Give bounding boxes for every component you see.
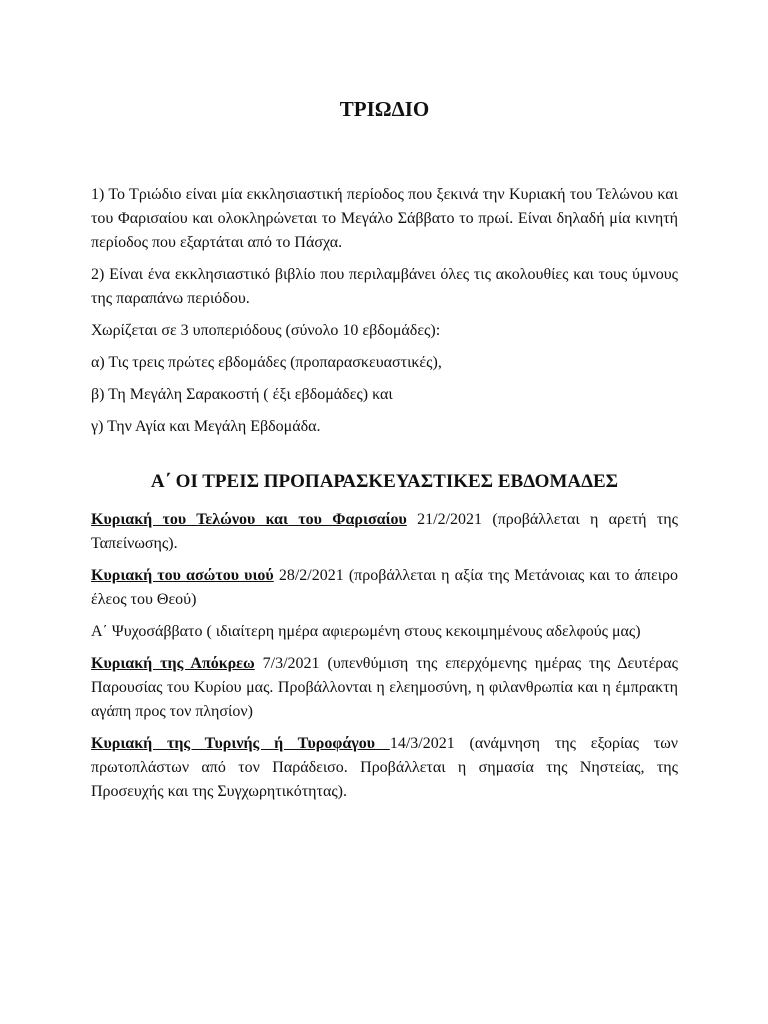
intro-section: [91, 183, 678, 439]
entry-text: Α΄ Ψυχοσάββατο ( ιδιαίτερη ημέρα αφιερωμένη στους κεκοιμημένους αδελφούς μας): [91, 623, 641, 640]
entry-text: 28/2/2021 (προβάλλεται η αξία της Μετάνοιας και το άπειρο έλεος του Θεού): [91, 567, 678, 608]
entry-name: Κυριακή της Τυρινής ή Τυροφάγου: [91, 735, 390, 752]
entry-asotou: [91, 564, 678, 612]
entry-tyrinis: [91, 732, 678, 804]
entry-name: Κυριακή του ασώτου υιού: [91, 567, 274, 584]
subperiod-item-c: γ) Την Αγία και Μεγάλη Εβδομάδα.: [91, 418, 321, 435]
entry-apokreo: [91, 652, 678, 724]
intro-paragraph-1: 1) Το Τριώδιο είναι μία εκκλησιαστική περίοδος που ξεκινά την Κυριακή του Τελώνου και του Φαρισαίου και ολοκληρώνεται το Μεγάλο Σάββατο το πρωί. Είναι δηλαδή μία κινητή περίοδος που εξαρτάται από το Πάσχα.: [91, 186, 678, 251]
subperiod-item-b: β) Τη Μεγάλη Σαρακοστή ( έξι εβδομάδες) και: [91, 386, 393, 403]
entry-text: 7/3/2021 (υπενθύμιση της επερχόμενης ημέρας της Δευτέρας Παρουσίας του Κυρίου μας. Προβάλλονται η ελεημοσύνη, η φιλανθρωπία και η έμπρακτη αγάπη προς τον πλησίον): [91, 655, 678, 720]
document-body: [91, 94, 678, 812]
section-a-heading: Α΄ ΟΙ ΤΡΕΙΣ ΠΡΟΠΑΡΑΣΚΕΥΑΣΤΙΚΕΣ ΕΒΔΟΜΑΔΕΣ: [150, 471, 619, 492]
entry-text: 14/3/2021 (ανάμνηση της εξορίας των πρωτοπλάστων από τον Παράδεισο. Προβάλλεται η σημασία της Νηστείας, της Προσευχής και της Συγχωρητικότητας).: [91, 735, 678, 800]
intro-paragraph-2: 2) Είναι ένα εκκλησιαστικό βιβλίο που περιλαμβάνει όλες τις ακολουθίες και τους ύμνους της παραπάνω περιόδου.: [91, 266, 678, 307]
entry-name: Κυριακή του Τελώνου και του Φαρισαίου: [91, 511, 407, 528]
entry-name: Κυριακή της Απόκρεω: [91, 655, 255, 672]
entry-psychosavvato: [91, 620, 678, 644]
entry-telonou: [91, 508, 678, 556]
subperiods-intro: Χωρίζεται σε 3 υποπεριόδους (σύνολο 10 εβδομάδες):: [91, 322, 441, 339]
document-title: ΤΡΙΩΔΙΟ: [339, 97, 430, 121]
subperiod-item-a: α) Τις τρεις πρώτες εβδομάδες (προπαρασκευαστικές),: [91, 354, 442, 371]
entry-text: 21/2/2021 (προβάλλεται η αρετή της Ταπείνωσης).: [91, 511, 678, 552]
